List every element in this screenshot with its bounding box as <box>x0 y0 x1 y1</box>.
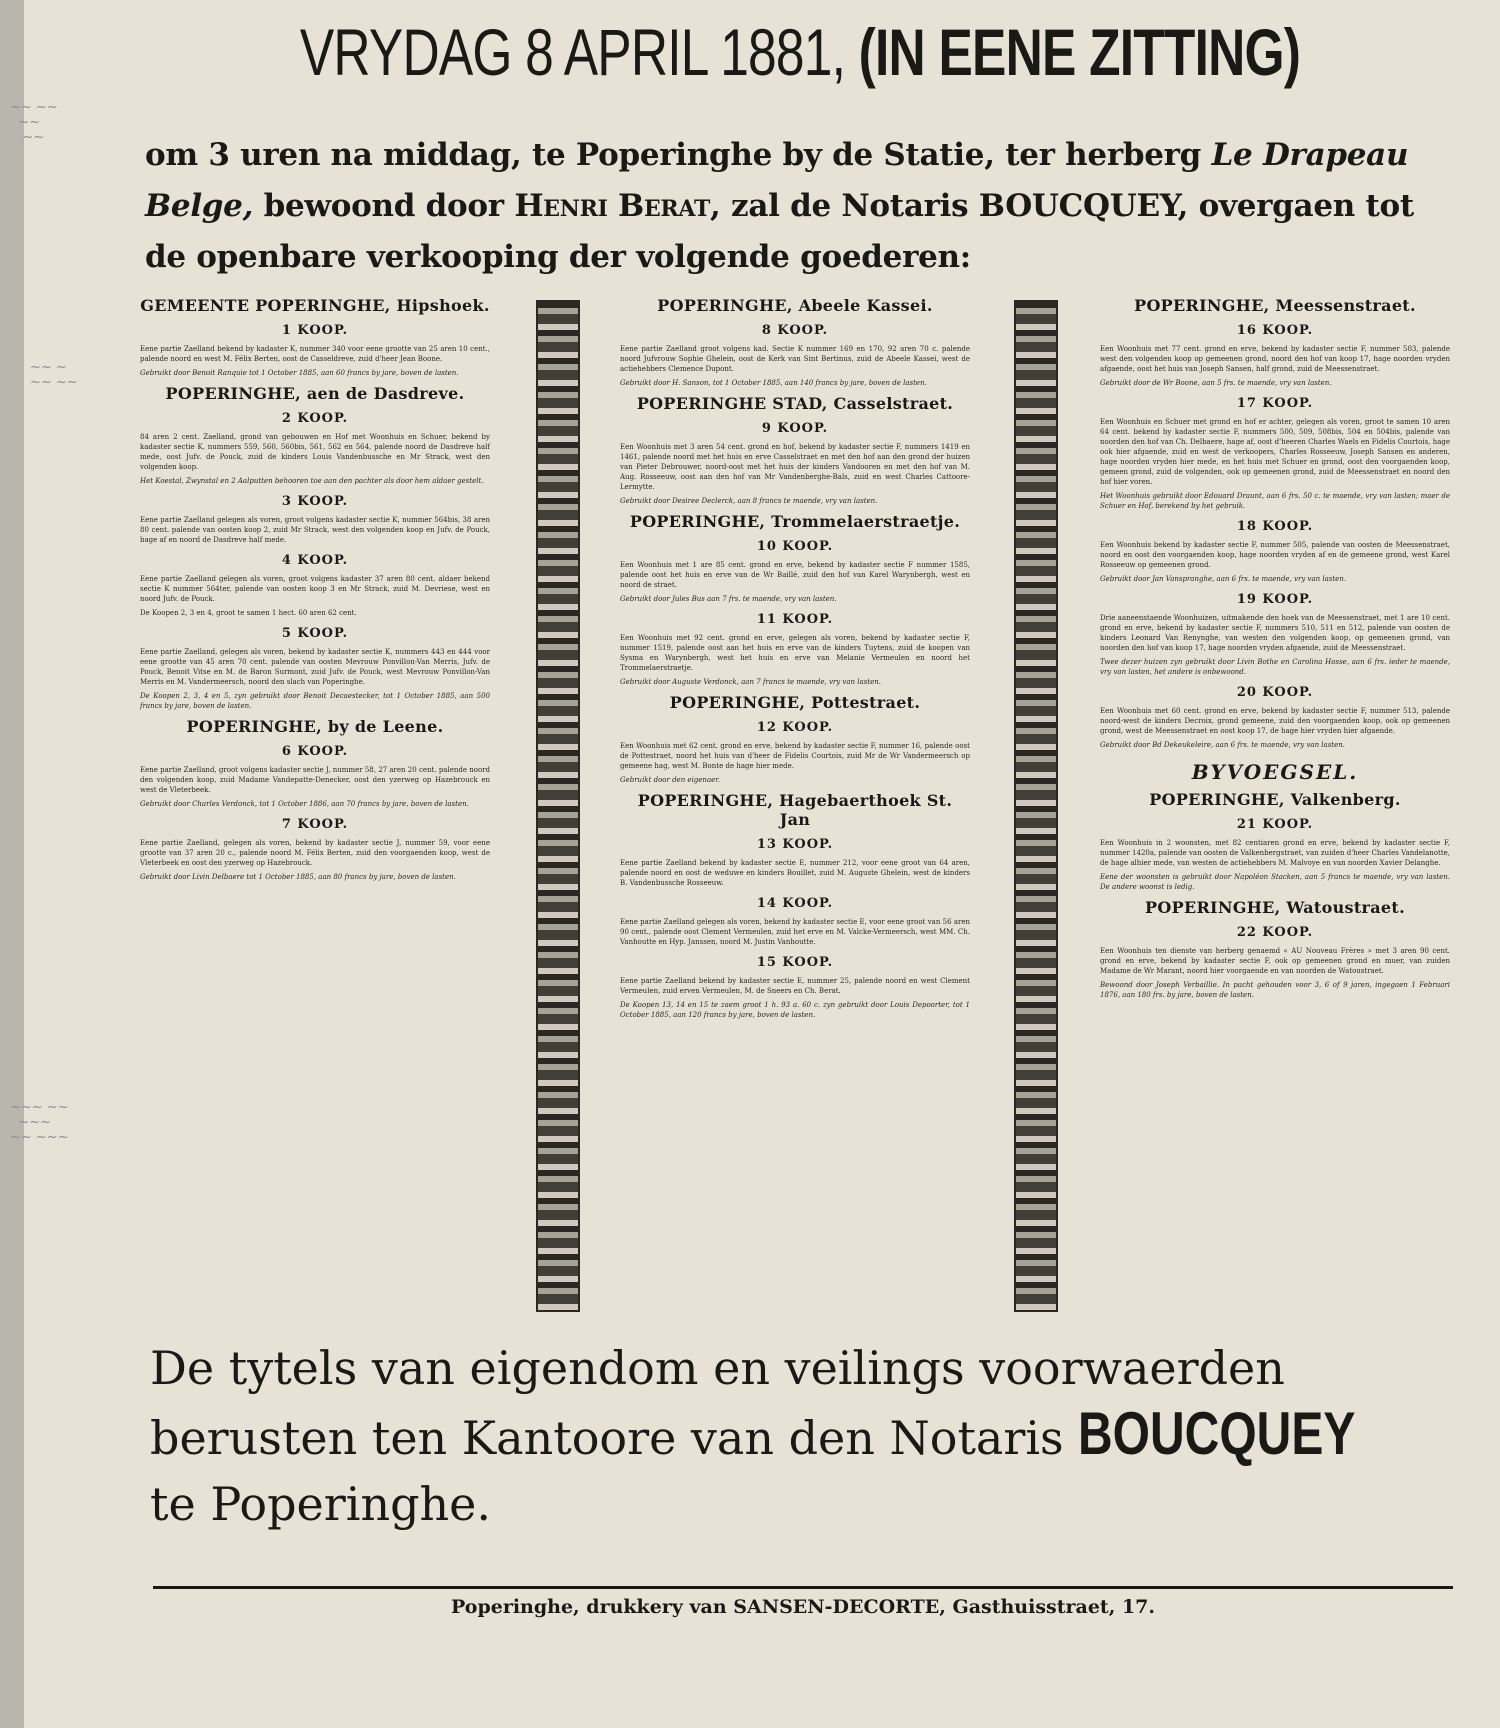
lot-note: Gebruikt door Charles Verdonck, tot 1 October 1886, aan 70 francs by jare, boven de lasten. <box>140 800 469 808</box>
lot-description: Eene partie Zaelland bekend by kadaster sectie E, nummer 212, voor eene groot van 64 aren, palende noord en oost de weduwe en kinders Bouillet, zuid M. Auguste Ghelein, west de kinders B. Vandenbussche Rosseeuw. <box>620 859 970 887</box>
closing-line-2 <box>150 1401 1460 1471</box>
lot-note: Gebruikt door Jules Bus aan 7 frs. te maende, vry van lasten. <box>620 595 837 603</box>
lot-description: 84 aren 2 cent. Zaelland, grond van gebouwen en Hof met Woonhuis en Schuer, bekend by kadaster sectie K, nummers 559, 560, 560bis, 561, 562 en 564, palende noord de Dasdreve half mede, oost Jufv. de Pouck, zuid de kinders Louis Vandenbussche en Mr Strack, west den volgenden koop. <box>140 433 490 471</box>
lot-description: Een Woonhuis en Schuer met grond en hof er achter, gelegen als voren, groot te samen 10 aren 64 cent. bekend by kadaster sectie F, nummers 500, 509, 508bis, 504 en 504bis, palende van noorden den hof van Ch. Delbaere, hage af, oost d'heeren Charles Waels en Fidelis Courtois, hage ook hier afgaende, zuid en west de verkoopers, Charles Rosseeuw, Joseph Sansen en anderen, hage noorden vryden hier mede, en het huis met Schuer en grond, oost den voorgaenden koop, gemeen grond, zuid de volgenden, ook op gemeenen grond, zuid de Meessenstraet en noord den hof hier voren. <box>1100 418 1450 486</box>
pencil-annotation: ~~ ~~ ~~ ~~ <box>10 100 58 145</box>
closing-notice <box>150 1335 1460 1537</box>
lot-description: Eene partie Zaelland groot volgens kad. Sectie K nummer 169 en 170, 92 aren 70 c. palende noord Jufvrouw Sophie Ghelein, oost de Kerk van Sint Bertinus, zuid de Abeele Kassei, west de actiehebbers Clemence Dupont. <box>620 345 970 373</box>
lot-note: De Koopen 2, 3 en 4, groot te samen 1 hect. 60 aren 62 cent. <box>140 609 357 617</box>
closing-line-1: De tytels van eigendom en veilings voorwaerden <box>150 1341 1285 1395</box>
section-heading: POPERINGHE, Abeele Kassei. <box>657 296 933 315</box>
lot-description: Een Woonhuis met 1 are 85 cent. grond en erve, bekend by kadaster sectie F nummer 1585, palende oost het huis en erve van de Wr Baillé, zuid den hof van Karel Warynbergh, west en noord de straet. <box>620 561 970 589</box>
lot-number: 7 KOOP. <box>281 817 349 832</box>
lot-number: 21 KOOP. <box>1236 817 1314 832</box>
lot-number: 9 KOOP. <box>761 421 829 436</box>
divider-rule <box>153 1586 1453 1589</box>
lot-description: Een Woonhuis bekend by kadaster sectie F, nummer 505, palende van oosten de Meessenstraet, noord en oost den voorgaenden koop, hage noorden vryden af en de gemeene grond, west Karel Rosseeuw op gemeenen grond. <box>1100 541 1450 569</box>
lot-description: Eene partie Zaelland, groot volgens kadaster sectie J, nummer 58, 27 aren 20 cent. palende noord den volgenden koop, zuid Madame Vandepatte-Denecker, oost den yzerweg op Hazebrouck en west de Vleterbeek. <box>140 766 490 794</box>
lots-column-3 <box>1100 290 1450 1004</box>
lot-note: De Koopen 13, 14 en 15 te zaem groot 1 h. 93 a. 60 c. zyn gebruikt door Louis Depoorter, tot 1 October 1885, aan 120 francs by jare, boven de lasten. <box>620 1001 970 1019</box>
lot-description: Een Woonhuis met 60 cent. grond en erve, bekend by kadaster sectie F, nummer 513, palende noord-west de kinders Decroix, grond gemeene, zuid den voorgaenden koop, ook op gemeenen grond, west de Meessenstraet en oost koop 17, de hage hier vryden hier afgaende. <box>1100 707 1450 735</box>
lot-description: Een Woonhuis ten dienste van herberg genaemd « AU Nouveau Frères » met 3 aren 90 cent. grond en erve, bekend by kadaster sectie F, ook op gemeenen grond en muer, van zuiden Madame de Wr Marant, noord hier voorgaende en van noorden de Watoustraet. <box>1100 947 1450 975</box>
closing-line-3: te Poperinghe. <box>150 1477 492 1531</box>
section-heading: POPERINGHE STAD, Casselstraet. <box>636 394 954 413</box>
lot-description: Een Woonhuis met 3 aren 54 cent. grond en hof, bekend by kadaster sectie F, nummers 1419 en 1461, palende noord met het huis en erve Casselstraet en met den hof aan den grond der huizen van Pieter Debrouwer, noord-oost met het huis der kinders Vandooren en met den hof van M. Aug. Rosseeuw, oost aan den hof van Mr Vandenberghe-Bals, zuid en west Charles Cattoore-Lermytte. <box>620 443 970 491</box>
lot-note: Gebruikt door Desiree Declerck, aan 8 francs te maende, vry van lasten. <box>620 497 878 505</box>
section-heading: POPERINGHE, aen de Dasdreve. <box>165 384 465 403</box>
section-heading: POPERINGHE, Hagebaerthoek St. Jan <box>637 791 953 829</box>
lot-note: Het Koestal, Zwynstal en 2 Aalputten behooren toe aan den pachter als door hem aldaer gestelt. <box>140 477 484 485</box>
lot-note: Gebruikt door de Wr Boone, aan 5 frs. te maende, vry van lasten. <box>1100 379 1332 387</box>
section-heading: POPERINGHE, Watoustraet. <box>1145 898 1405 917</box>
lot-note: Gebruikt door Livin Delbaere tot 1 October 1885, aan 80 francs by jare, boven de lasten. <box>140 873 456 881</box>
lot-number: 1 KOOP. <box>281 323 349 338</box>
host-name: Henri Berat, <box>514 188 721 224</box>
section-heading: GEMEENTE POPERINGHE, Hipshoek. <box>140 296 490 315</box>
lot-note: Gebruikt door Auguste Verdonck, aan 7 francs te maende, vry van lasten. <box>620 678 881 686</box>
lot-description: Eene partie Zaelland gelegen als voren, bekend by kadaster sectie E, voor eene groot van 56 aren 90 cent., palende oost Clement Vermeulen, zuid het erve en M. Valcke-Vermeersch, west MM. Ch. Vanhoutte en Hyp. Janssen, noord M. Justin Vanhoutte. <box>620 918 970 946</box>
lot-number: 14 KOOP. <box>756 896 834 911</box>
lot-number: 6 KOOP. <box>281 744 349 759</box>
lot-number: 12 KOOP. <box>756 720 834 735</box>
intro-text: zal de Notaris BOUCQUEY, overgaen tot de openbare verkooping der volgende goederen: <box>145 188 1414 275</box>
pencil-annotation: ~~ ~ ~~ ~~ <box>30 360 78 390</box>
notary-name: BOUCQUEY <box>1078 1400 1356 1467</box>
intro-text: bewoond door <box>263 188 504 224</box>
lot-number: 18 KOOP. <box>1236 519 1314 534</box>
paper-edge <box>0 0 24 1728</box>
lots-column-1 <box>140 290 490 886</box>
section-heading: POPERINGHE, Pottestraet. <box>669 693 921 712</box>
inn-name: Le Drapeau Belge, <box>145 137 1409 224</box>
lot-number: 5 KOOP. <box>281 626 349 641</box>
lot-note: Gebruikt door den eigenaer. <box>620 776 721 784</box>
lot-description: Een Woonhuis met 92 cent. grond en erve, gelegen als voren, bekend by kadaster sectie F, nummer 1519, palende oost aan het huis en erve van de kinders Tuytens, zuid de koopen van Sysma en Warynbergh, west het huis en erve van Melanie Vermeulen en noord het Trommelaerstraetje. <box>620 634 970 672</box>
lot-description: Eene partie Zaelland bekend by kadaster sectie E, nummer 25, palende noord en west Clement Vermeulen, zuid erven Vermeulen, M. de Sneers en Ch. Berat. <box>620 977 970 995</box>
section-heading: POPERINGHE, Valkenberg. <box>1149 790 1401 809</box>
section-heading: POPERINGHE, Trommelaerstraetje. <box>629 512 961 531</box>
title-date: VRYDAG 8 APRIL 1881, <box>299 15 846 89</box>
lots-column-2 <box>620 290 970 1024</box>
lot-description: Een Woonhuis in 2 woonsten, met 82 centiaren grond en erve, bekend by kadaster sectie F, nummer 1420a, palende van oosten de Valkenbergstraet, van zuiden d'heer Charles Vandelanotte, de hage alhier mede, van westen de actiehebbers M. Malvoye en van noorden Xavier Delanghe. <box>1100 839 1450 867</box>
closing-text: berusten ten Kantoore van den Notaris <box>150 1411 1064 1465</box>
section-heading: POPERINGHE, Meessenstraet. <box>1134 296 1416 315</box>
lot-description: Eene partie Zaelland, gelegen als voren, bekend by kadaster sectie J, nummer 59, voor eene grootte van 37 aren 20 c., palende noord M. Félix Berten, zuid den voorgaenden koop, west de Vleterbeek en oost den yzerweg op Hazebrouck. <box>140 839 490 867</box>
lot-number: 2 KOOP. <box>281 411 349 426</box>
lot-note: Gebruikt door Jan Vanspranghe, aan 6 frs. te maende, vry van lasten. <box>1100 575 1347 583</box>
supplement-heading: BYVOEGSEL. <box>1191 760 1359 784</box>
lot-description: Eene partie Zaelland bekend by kadaster K, nummer 340 voor eene grootte van 25 aren 10 cent., palende noord en west M. Félix Berten, oost de Casseldreve, zuid d'heer Jean Boone. <box>140 345 490 363</box>
ornamental-border-left <box>536 300 580 1312</box>
lot-note: Het Woonhuis gebruikt door Edouard Draunt, aan 6 frs. 50 c. te maende, vry van lasten; maer de Schuer en Hof, berekend by het gebruik. <box>1100 492 1450 510</box>
lot-number: 8 KOOP. <box>761 323 829 338</box>
lot-note: Gebruikt door Bd Dekeukeleire, aan 6 frs. te maende, vry van lasten. <box>1100 741 1345 749</box>
pencil-annotation: ~~~ ~~ ~~~ ~~ ~~~ <box>10 1100 69 1145</box>
lot-number: 16 KOOP. <box>1236 323 1314 338</box>
lot-number: 3 KOOP. <box>281 494 349 509</box>
lot-note: Bewoond door Joseph Verbaillie. In pacht gehouden voor 3, 6 of 9 jaren, ingegaen 1 Februari 1876, aan 180 frs. by jare, boven de lasten. <box>1100 981 1450 999</box>
lot-number: 22 KOOP. <box>1236 925 1314 940</box>
lot-description: Eene partie Zaelland gelegen als voren, groot volgens kadaster sectie K, nummer 564bis, 38 aren 80 cent. palende van oosten koop 2, zuid Mr Strack, west den volgenden koop en Jufv. de Pouck, bage af en noord de Dasdreve half mede. <box>140 516 490 544</box>
lot-number: 13 KOOP. <box>756 837 834 852</box>
lot-description: Eene partie Zaelland gelegen als voren, groot volgens kadaster 37 aren 80 cent. aldaer bekend sectie K nummer 564ter, palende van oosten koop 3 en Mr Strack, zuid M. Devriese, west en noord Jufv. de Pouck. <box>140 575 490 603</box>
lot-description: Eene partie Zaelland, gelegen als voren, bekend by kadaster sectie K, nummers 443 en 444 voor eene grootte van 45 aren 70 cent. palende van oosten Mevrouw Ponvillon-Van Merris, Jufv. de Pouck, Benoit Vitse en M. de Baron Surmont, zuid Jufv. de Pouck, west Mevrouw Ponvillon-Van Merris en M. Vandermeersch, noord den slach van Poperinghe. <box>140 648 490 686</box>
lot-note: Eene der woonsten is gebruikt door Napoléon Stacken, aan 5 francs te maende, vry van lasten. De andere woonst is ledig. <box>1100 873 1450 891</box>
section-heading: POPERINGHE, by de Leene. <box>186 717 444 736</box>
lot-number: 17 KOOP. <box>1236 396 1314 411</box>
lot-number: 11 KOOP. <box>756 612 834 627</box>
intro-paragraph <box>145 130 1445 283</box>
lot-note: Twee dezer huizen zyn gebruikt door Livin Bothe en Carolina Hosse, aan 6 frs. ieder te maende, vry van lasten, het andere is onbewoond. <box>1100 658 1450 676</box>
lot-note: Gebruikt door Benoit Ranquie tot 1 October 1885, aan 60 francs by jare, boven de lasten. <box>140 369 459 377</box>
lot-number: 4 KOOP. <box>281 553 349 568</box>
lot-note: Gebruikt door H. Sanson, tot 1 October 1885, aan 140 francs by jare, boven de lasten. <box>620 379 927 387</box>
lot-description: Een Woonhuis met 77 cent. grond en erve, bekend by kadaster sectie F, nummer 503, palende west den volgenden koop op gemeenen grond, noord den hof van koop 17, hage noorden vryden afgaende, oost het huis van Joseph Sansen, half grond, zuid de Meessenstraet. <box>1100 345 1450 373</box>
title-session: (IN EENE ZITTING) <box>858 15 1301 89</box>
lot-description: Drie aaneenstaende Woonhuizen, uitmakende den hoek van de Meessenstraet, met 1 are 10 cent. grond en erve, bekend by kadaster sectie F, nummers 510, 511 en 512, palende van oosten de kinders Leonard Van Renynghe, van westen den volgenden koop, op gemeenen grond, van noorden den hof van koop 17, hage noorden vryden afgaende, zuid de Meessenstraet. <box>1100 614 1450 652</box>
poster-title <box>285 14 1315 90</box>
lot-description: Een Woonhuis met 62 cent. grond en erve, bekend by kadaster sectie F, nummer 16, palende oost de Pottestraet, noord het huis van d'heer de Fidelis Courtois, zuid Mr de Wr Vandermeersch op gemeene hag, west M. Bonte de hage hier mede. <box>620 742 970 770</box>
lot-note: De Koopen 2, 3, 4 en 5, zyn gebruikt door Benoit Decaestecker, tot 1 October 1885, aan 500 francs by jare, boven de lasten. <box>140 692 490 710</box>
lot-number: 10 KOOP. <box>756 539 834 554</box>
ornamental-border-right <box>1014 300 1058 1312</box>
lot-number: 19 KOOP. <box>1236 592 1314 607</box>
lot-number: 20 KOOP. <box>1236 685 1314 700</box>
intro-text: om 3 uren na middag, te Poperinghe by de Statie, ter herberg <box>145 137 1202 173</box>
printer-imprint: Poperinghe, drukkery van SANSEN-DECORTE, Gasthuisstraet, 17. <box>451 1596 1155 1618</box>
lot-number: 15 KOOP. <box>756 955 834 970</box>
